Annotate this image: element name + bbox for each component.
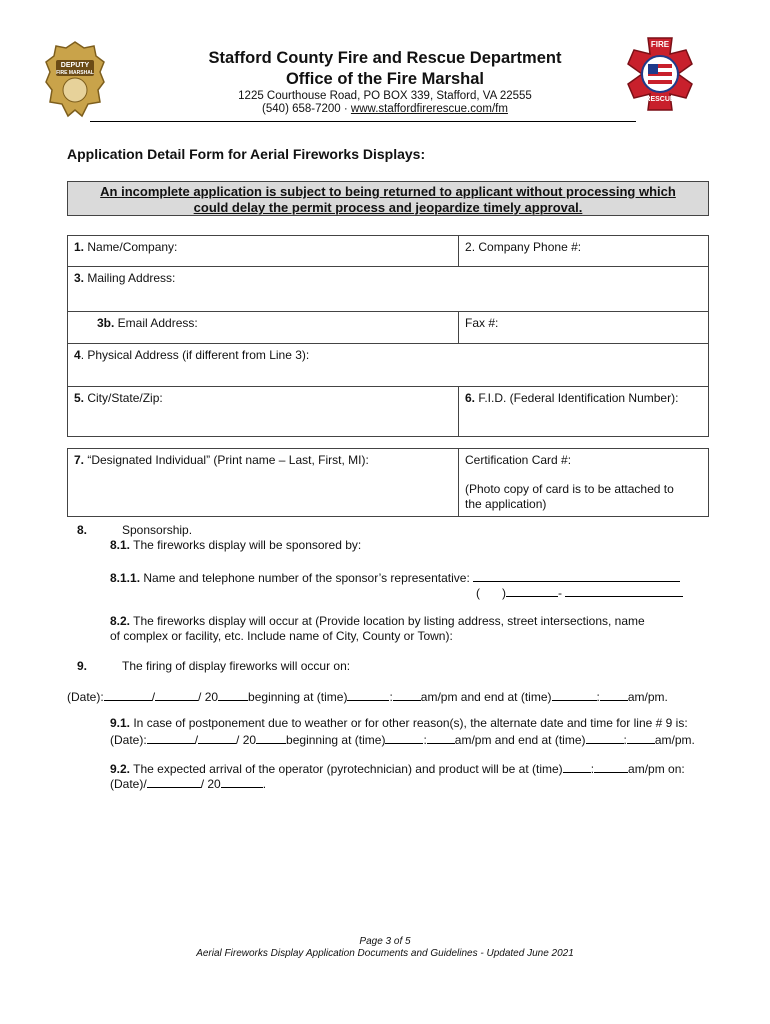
notice-line-2: could delay the permit process and jeopardize timely approval. xyxy=(193,200,583,215)
badge-top-text: DEPUTY xyxy=(60,62,90,69)
header-rule xyxy=(90,121,636,122)
item-8-2-line-2: of complex or facility, etc. Include name of City, County or Town): xyxy=(110,629,453,643)
fax-field[interactable]: Fax #: xyxy=(459,312,709,344)
header-phone: (540) 658-7200 · xyxy=(262,103,351,115)
item-8-2-line-1: 8.2. The fireworks display will occur at (Provide location by listing address, street intersections, name xyxy=(110,614,645,628)
arrival-hour-blank[interactable] xyxy=(563,760,591,773)
badge-mid-text: FIRE MARSHAL xyxy=(56,70,94,76)
physical-address-field[interactable]: 4. Physical Address (if different from Line 3): xyxy=(68,344,709,387)
arrival-minute-blank[interactable] xyxy=(594,760,628,773)
firing-year-blank[interactable] xyxy=(218,688,248,701)
alt-begin-minute-blank[interactable] xyxy=(427,731,455,744)
page-number: Page 3 of 5 xyxy=(359,936,411,947)
firing-month-blank[interactable] xyxy=(104,688,152,701)
sponsor-phone-line: ( ) - xyxy=(476,584,683,601)
applicant-info-table xyxy=(67,235,709,437)
header-contact xyxy=(0,102,770,116)
item-9-2: 9.2. The expected arrival of the operator (pyrotechnician) and product will be at (time) : am/pm on: xyxy=(110,762,685,776)
alt-year-blank[interactable] xyxy=(256,731,286,744)
alt-begin-hour-blank[interactable] xyxy=(385,731,423,744)
header-address: 1225 Courthouse Road, PO BOX 339, Stafford, VA 22555 xyxy=(238,90,532,102)
arrival-year-blank[interactable] xyxy=(221,775,263,788)
incomplete-application-notice xyxy=(67,181,709,216)
designated-individual-table xyxy=(67,448,709,517)
certification-card-field[interactable]: Certification Card #: (Photo copy of card is to be attached to the application) xyxy=(459,449,709,517)
alt-end-minute-blank[interactable] xyxy=(627,731,655,744)
section-8-number: 8. xyxy=(77,523,88,537)
phone-number-blank[interactable] xyxy=(565,584,683,597)
alt-day-blank[interactable] xyxy=(198,731,236,744)
form-title: Application Detail Form for Aerial Fireworks Displays: xyxy=(67,146,426,162)
alt-month-blank[interactable] xyxy=(147,731,195,744)
section-9-number: 9. xyxy=(77,659,88,673)
mailing-address-field[interactable]: 3. Mailing Address: xyxy=(68,267,709,312)
firing-day-blank[interactable] xyxy=(155,688,198,701)
office-name: Office of the Fire Marshal xyxy=(285,70,485,88)
item-9-1: 9.1. In case of postponement due to weather or for other reason(s), the alternate date and time for line # 9 is: xyxy=(110,716,688,730)
department-name: Stafford County Fire and Rescue Department xyxy=(208,49,562,67)
begin-minute-blank[interactable] xyxy=(393,688,421,701)
end-minute-blank[interactable] xyxy=(600,688,628,701)
company-phone-field[interactable]: 2. Company Phone #: xyxy=(459,236,709,267)
alt-end-hour-blank[interactable] xyxy=(586,731,624,744)
arrival-day-blank[interactable] xyxy=(147,775,201,788)
item-8-1: 8.1. The fireworks display will be sponsored by: xyxy=(110,538,362,552)
firing-date-line: (Date): / / 20 beginning at (time) : am/pm and end at (time) : am/pm. xyxy=(67,690,668,704)
city-state-zip-field[interactable]: 5. City/State/Zip: xyxy=(68,387,459,437)
name-company-field[interactable]: 1. Name/Company: xyxy=(68,236,459,267)
designated-individual-field[interactable]: 7. “Designated Individual” (Print name – Last, First, MI): xyxy=(68,449,459,517)
sponsor-rep-blank[interactable] xyxy=(473,569,680,582)
item-8-1-1: 8.1.1. Name and telephone number of the sponsor’s representative: xyxy=(110,569,680,586)
footer-document-title: Aerial Fireworks Display Application Documents and Guidelines - Updated June 2021 xyxy=(196,948,574,959)
patch-bottom-text: RESCUE xyxy=(645,96,675,103)
email-address-field[interactable]: 3b. Email Address: xyxy=(68,312,459,344)
patch-top-text: FIRE xyxy=(650,40,670,49)
fid-field[interactable]: 6. F.I.D. (Federal Identification Number): xyxy=(459,387,709,437)
alternate-date-line: (Date): / / 20 beginning at (time) : am/pm and end at (time) : am/pm. xyxy=(110,733,695,747)
section-8-title: Sponsorship. xyxy=(122,523,193,537)
phone-prefix-blank[interactable] xyxy=(506,584,558,597)
begin-hour-blank[interactable] xyxy=(347,688,389,701)
website-link[interactable]: www.staffordfirerescue.com/fm xyxy=(350,103,508,115)
notice-line-1: An incomplete application is subject to being returned to applicant without processing which xyxy=(100,184,676,199)
arrival-date-line: (Date)/ / 20 . xyxy=(110,777,267,791)
end-hour-blank[interactable] xyxy=(552,688,597,701)
section-9-title: The firing of display fireworks will occur on: xyxy=(122,659,351,673)
